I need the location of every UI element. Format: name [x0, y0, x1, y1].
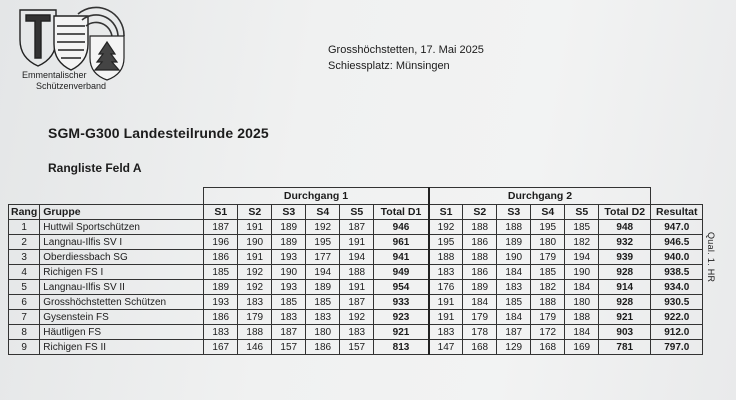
cell-d2-s3: 187 [497, 325, 531, 340]
cell-d1-s4: 183 [306, 310, 340, 325]
col-rang: Rang [9, 205, 40, 220]
cell-gruppe: Gysenstein FS [40, 310, 204, 325]
results-body [9, 220, 703, 355]
cell-total-d1: 954 [374, 280, 429, 295]
cell-d2-s3: 183 [497, 280, 531, 295]
cell-d2-s5: 184 [565, 280, 599, 295]
logo-shield-middle-icon [54, 16, 88, 70]
logo-caption [22, 70, 106, 92]
cell-d2-s3: 189 [497, 235, 531, 250]
cell-rang: 4 [9, 265, 40, 280]
cell-d1-s1: 167 [204, 340, 238, 355]
table-row [9, 325, 703, 340]
cell-total-d2: 921 [599, 310, 651, 325]
col-s2-d2: S2 [463, 205, 497, 220]
cell-d1-s2: 191 [238, 250, 272, 265]
cell-d1-s1: 187 [204, 220, 238, 235]
results-table [8, 187, 703, 355]
cell-gruppe: Häutligen FS [40, 325, 204, 340]
cell-d2-s4: 168 [531, 340, 565, 355]
qualification-text: Qual. 1. HR [706, 232, 716, 283]
col-s4: S4 [306, 205, 340, 220]
cell-d2-s2: 188 [463, 220, 497, 235]
table-row [9, 220, 703, 235]
cell-gruppe: Richigen FS I [40, 265, 204, 280]
cell-d2-s1: 195 [429, 235, 463, 250]
cell-d2-s4: 182 [531, 280, 565, 295]
cell-d2-s3: 190 [497, 250, 531, 265]
cell-d1-s3: 193 [272, 280, 306, 295]
cell-d2-s4: 185 [531, 265, 565, 280]
cell-d2-s1: 192 [429, 220, 463, 235]
cell-d1-s5: 187 [340, 295, 374, 310]
cell-d2-s1: 188 [429, 250, 463, 265]
cell-resultat: 930.5 [651, 295, 703, 310]
cell-d2-s5: 190 [565, 265, 599, 280]
cell-d1-s1: 196 [204, 235, 238, 250]
cell-resultat: 947.0 [651, 220, 703, 235]
col-s2: S2 [238, 205, 272, 220]
cell-d1-s2: 192 [238, 265, 272, 280]
page-title: SGM-G300 Landesteilrunde 2025 [48, 125, 269, 141]
cell-d1-s5: 188 [340, 265, 374, 280]
col-s5: S5 [340, 205, 374, 220]
cell-gruppe: Langnau-Ilfis SV I [40, 235, 204, 250]
cell-total-d1: 933 [374, 295, 429, 310]
cell-d1-s4: 180 [306, 325, 340, 340]
cell-d1-s4: 177 [306, 250, 340, 265]
cell-d1-s1: 186 [204, 310, 238, 325]
col-s3: S3 [272, 205, 306, 220]
cell-d2-s1: 176 [429, 280, 463, 295]
cell-d2-s5: 180 [565, 295, 599, 310]
cell-resultat: 940.0 [651, 250, 703, 265]
cell-d1-s2: 183 [238, 295, 272, 310]
cell-d2-s2: 168 [463, 340, 497, 355]
cell-d1-s3: 189 [272, 220, 306, 235]
cell-d2-s4: 172 [531, 325, 565, 340]
cell-d1-s2: 146 [238, 340, 272, 355]
cell-gruppe: Grosshöchstetten Schützen [40, 295, 204, 310]
group-header-row [9, 188, 703, 205]
cell-d1-s4: 189 [306, 280, 340, 295]
cell-d2-s5: 169 [565, 340, 599, 355]
cell-d1-s5: 183 [340, 325, 374, 340]
cell-d1-s1: 183 [204, 325, 238, 340]
cell-gruppe: Langnau-Ilfis SV II [40, 280, 204, 295]
cell-total-d2: 903 [599, 325, 651, 340]
cell-total-d1: 813 [374, 340, 429, 355]
cell-d1-s5: 192 [340, 310, 374, 325]
cell-d2-s1: 183 [429, 265, 463, 280]
cell-gruppe: Richigen FS II [40, 340, 204, 355]
cell-d1-s1: 189 [204, 280, 238, 295]
cell-d1-s5: 191 [340, 280, 374, 295]
cell-d2-s1: 191 [429, 295, 463, 310]
cell-d2-s2: 178 [463, 325, 497, 340]
cell-total-d2: 914 [599, 280, 651, 295]
cell-total-d2: 948 [599, 220, 651, 235]
cell-total-d2: 928 [599, 265, 651, 280]
logo-org-line1: Emmentalischer [22, 70, 87, 80]
cell-d2-s3: 184 [497, 310, 531, 325]
cell-d1-s3: 189 [272, 235, 306, 250]
cell-d1-s3: 157 [272, 340, 306, 355]
cell-d1-s2: 190 [238, 235, 272, 250]
cell-total-d2: 932 [599, 235, 651, 250]
place-date: Grosshöchstetten, 17. Mai 2025 [328, 44, 484, 56]
cell-d2-s4: 180 [531, 235, 565, 250]
cell-total-d1: 941 [374, 250, 429, 265]
cell-d1-s3: 193 [272, 250, 306, 265]
col-s3-d2: S3 [497, 205, 531, 220]
cell-total-d1: 923 [374, 310, 429, 325]
table-row [9, 340, 703, 355]
cell-d2-s3: 129 [497, 340, 531, 355]
cell-d2-s5: 184 [565, 325, 599, 340]
cell-rang: 1 [9, 220, 40, 235]
logo-shield-left-icon [20, 10, 56, 66]
cell-rang: 2 [9, 235, 40, 250]
cell-d2-s5: 182 [565, 235, 599, 250]
cell-d1-s1: 186 [204, 250, 238, 265]
cell-rang: 5 [9, 280, 40, 295]
col-s1: S1 [204, 205, 238, 220]
cell-d1-s4: 192 [306, 220, 340, 235]
cell-rang: 9 [9, 340, 40, 355]
cell-d1-s5: 187 [340, 220, 374, 235]
cell-d2-s2: 186 [463, 235, 497, 250]
cell-d2-s4: 195 [531, 220, 565, 235]
cell-d1-s2: 191 [238, 220, 272, 235]
col-resultat: Resultat [651, 205, 703, 220]
cell-resultat: 938.5 [651, 265, 703, 280]
col-s5-d2: S5 [565, 205, 599, 220]
cell-d1-s3: 183 [272, 310, 306, 325]
table-row [9, 295, 703, 310]
page-subtitle: Rangliste Feld A [48, 161, 142, 175]
cell-d1-s5: 157 [340, 340, 374, 355]
cell-d2-s2: 184 [463, 295, 497, 310]
cell-total-d1: 946 [374, 220, 429, 235]
cell-total-d2: 928 [599, 295, 651, 310]
logo-org-line2: Schützenverband [36, 81, 107, 91]
qualification-note [700, 232, 720, 292]
cell-resultat: 922.0 [651, 310, 703, 325]
col-gruppe: Gruppe [40, 205, 204, 220]
cell-rang: 7 [9, 310, 40, 325]
table-row [9, 235, 703, 250]
cell-d2-s2: 189 [463, 280, 497, 295]
cell-gruppe: Oberdiessbach SG [40, 250, 204, 265]
cell-d2-s3: 185 [497, 295, 531, 310]
cell-total-d1: 961 [374, 235, 429, 250]
cell-rang: 8 [9, 325, 40, 340]
cell-rang: 6 [9, 295, 40, 310]
cell-total-d2: 781 [599, 340, 651, 355]
cell-d1-s3: 185 [272, 295, 306, 310]
cell-d2-s5: 188 [565, 310, 599, 325]
cell-d2-s2: 179 [463, 310, 497, 325]
cell-resultat: 934.0 [651, 280, 703, 295]
cell-d2-s4: 188 [531, 295, 565, 310]
table-row [9, 310, 703, 325]
col-total-d1: Total D1 [374, 205, 429, 220]
group-durchgang-1: Durchgang 1 [204, 188, 429, 205]
cell-d2-s3: 188 [497, 220, 531, 235]
cell-d2-s4: 179 [531, 310, 565, 325]
cell-d1-s4: 186 [306, 340, 340, 355]
cell-total-d1: 949 [374, 265, 429, 280]
cell-d1-s5: 194 [340, 250, 374, 265]
cell-d2-s5: 185 [565, 220, 599, 235]
cell-d2-s1: 183 [429, 325, 463, 340]
cell-d1-s3: 190 [272, 265, 306, 280]
shooting-range: Schiessplatz: Münsingen [328, 60, 450, 72]
cell-resultat: 912.0 [651, 325, 703, 340]
cell-d2-s5: 194 [565, 250, 599, 265]
cell-d1-s1: 193 [204, 295, 238, 310]
cell-d2-s2: 186 [463, 265, 497, 280]
cell-d1-s3: 187 [272, 325, 306, 340]
cell-d1-s4: 194 [306, 265, 340, 280]
column-header-row [9, 205, 703, 220]
group-durchgang-2: Durchgang 2 [429, 188, 651, 205]
col-total-d2: Total D2 [599, 205, 651, 220]
cell-d2-s3: 184 [497, 265, 531, 280]
cell-d1-s5: 191 [340, 235, 374, 250]
col-s1-d2: S1 [429, 205, 463, 220]
col-s4-d2: S4 [531, 205, 565, 220]
cell-d1-s1: 185 [204, 265, 238, 280]
cell-total-d1: 921 [374, 325, 429, 340]
cell-resultat: 946.5 [651, 235, 703, 250]
cell-total-d2: 939 [599, 250, 651, 265]
cell-d1-s4: 195 [306, 235, 340, 250]
table-row [9, 250, 703, 265]
cell-d1-s2: 192 [238, 280, 272, 295]
cell-d1-s4: 185 [306, 295, 340, 310]
table-row [9, 280, 703, 295]
cell-d2-s2: 188 [463, 250, 497, 265]
cell-rang: 3 [9, 250, 40, 265]
cell-d1-s2: 188 [238, 325, 272, 340]
cell-d1-s2: 179 [238, 310, 272, 325]
cell-d2-s1: 191 [429, 310, 463, 325]
cell-d2-s1: 147 [429, 340, 463, 355]
cell-gruppe: Huttwil Sportschützen [40, 220, 204, 235]
cell-d2-s4: 179 [531, 250, 565, 265]
cell-resultat: 797.0 [651, 340, 703, 355]
header-info [328, 42, 484, 74]
table-row [9, 265, 703, 280]
